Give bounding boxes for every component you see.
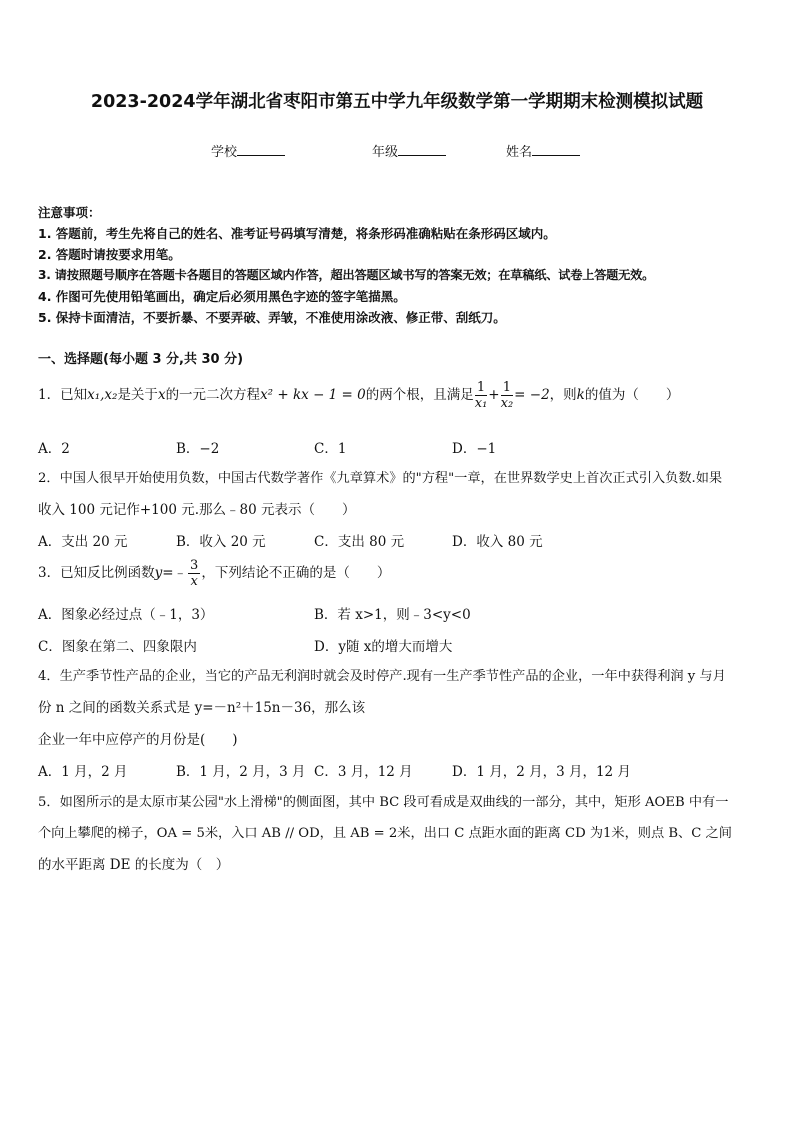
q1-eq-tail: = −2 [514,387,550,403]
note-item: 3. 请按照题号顺序在答题卡各题目的答题区域内作答，超出答题区域书写的答案无效；在草稿纸、试卷上答题无效。 [38,268,655,282]
q4-option-a[interactable]: A．1 月，2 月 [38,764,128,780]
q1-text: 是关于 [117,387,158,403]
q1-option-a[interactable]: A．2 [38,441,70,457]
q3-text: 3．已知反比例函数 [38,565,155,581]
grade-field [372,141,446,160]
q3-text: =﹣ [162,565,188,581]
q1-equation: x² + kx − 1 = 0 [260,387,366,403]
grade-label: 年级 [372,145,399,160]
q1-text: 的值为（ ） [584,387,680,403]
q4-option-b[interactable]: B．1 月，2 月，3 月 [176,764,306,780]
q1-text: 1．已知 [38,387,88,403]
q2-option-c[interactable]: C．支出 80 元 [314,534,405,550]
notes-heading: 注意事项： [38,205,101,220]
name-field [506,141,580,160]
q3-fraction: $\frac{3}{x}$ [190,558,199,589]
q1-fraction-2: $\frac{1}{\text{x₂}}$ [500,380,514,411]
q4-option-c[interactable]: C．3 月，12 月 [314,764,413,780]
question-5-line-2: 个向上攀爬的梯子，OA = 5米，入口 AB // OD，且 AB = 2米，出口 C 点距水面的距离 CD 为1米，则点 B、C 之间 [38,826,732,841]
q1-option-d[interactable]: D．−1 [452,441,497,457]
question-4-line-3: 企业一年中应停产的月份是( ) [38,732,238,748]
q2-option-d[interactable]: D．收入 80 元 [452,534,543,550]
q3-option-a[interactable]: A．图象必经过点（﹣1，3） [38,607,214,623]
q3-var-y: y [154,565,163,581]
question-1: 1．已知x₁,x₂是关于x的一元二次方程x² + kx − 1 = 0的两个根，且满足 $\frac{1}{\text{x₁}}$ + $\frac{1}{\text{x₂}}$ = −2，则k的值为（ ） [38,380,680,411]
page-title: 2023-2024学年湖北省枣阳市第五中学九年级数学第一学期期末检测模拟试题 [90,92,704,112]
question-2-line-1: 2．中国人很早开始使用负数，中国古代数学著作《九章算术》的"方程"一章，在世界数学史上首次正式引入负数.如果 [38,471,723,486]
q2-option-a[interactable]: A．支出 20 元 [38,534,128,550]
notes-block [38,202,768,328]
section-title: 一、选择题(每小题 3 分,共 30 分) [38,352,244,367]
q1-text: 的两个根，且满足 [365,387,474,403]
q3-option-c[interactable]: C．图象在第二、四象限内 [38,639,197,655]
q1-var-k: k [576,387,585,403]
q1-option-b[interactable]: B．−2 [176,441,220,457]
question-5-line-1: 5．如图所示的是太原市某公园"水上滑梯"的侧面图，其中 BC 段可看成是双曲线的一部分，其中，矩形 AOEB 中有一 [38,795,729,810]
q1-fraction-1: $\frac{1}{\text{x₁}}$ [474,380,488,411]
q4-option-d[interactable]: D．1 月，2 月，3 月，12 月 [452,764,631,780]
q1-text: 的一元二次方程 [165,387,261,403]
grade-blank[interactable] [398,142,446,156]
question-2-line-2: 收入 100 元记作+100 元.那么﹣80 元表示（ ） [38,502,356,518]
name-blank[interactable] [532,142,580,156]
name-label: 姓名 [506,145,533,160]
school-label: 学校 [211,145,238,160]
q1-option-c[interactable]: C．1 [314,441,347,457]
question-4-line-1: 4．生产季节性产品的企业，当它的产品无利润时就会及时停产.现有一生产季节性产品的企业，一年中获得利润 y 与月 [38,669,726,684]
q2-option-b[interactable]: B．收入 20 元 [176,534,266,550]
note-item: 5. 保持卡面清洁，不要折暴、不要弄破、弄皱，不准使用涂改液、修正带、刮纸刀。 [38,310,506,325]
school-field [211,141,285,160]
student-info-row [0,141,794,159]
question-3 [38,558,390,589]
school-blank[interactable] [237,142,285,156]
note-item: 2. 答题时请按要求用笔。 [38,247,181,262]
q1-var-x: x [157,387,166,403]
note-item: 4. 作图可先使用铅笔画出，确定后必须用黑色字迹的签字笔描黑。 [38,289,406,304]
q1-vars: x₁,x₂ [87,387,118,403]
q3-text: ，下列结论不正确的是（ ） [201,565,391,581]
q1-text: ，则 [549,387,577,403]
question-5-line-3: 的水平距离 DE 的长度为（ ） [38,857,230,873]
q3-option-b[interactable]: B．若 x>1，则﹣3<y<0 [314,607,471,623]
question-4-line-2: 份 n 之间的函数关系式是 y=－n²＋15n－36，那么该 [38,700,366,716]
note-item: 1. 答题前，考生先将自己的姓名、准考证号码填写清楚，将条形码准确粘贴在条形码区域内。 [38,226,556,241]
q3-option-d[interactable]: D．y随 x的增大而增大 [314,639,453,655]
